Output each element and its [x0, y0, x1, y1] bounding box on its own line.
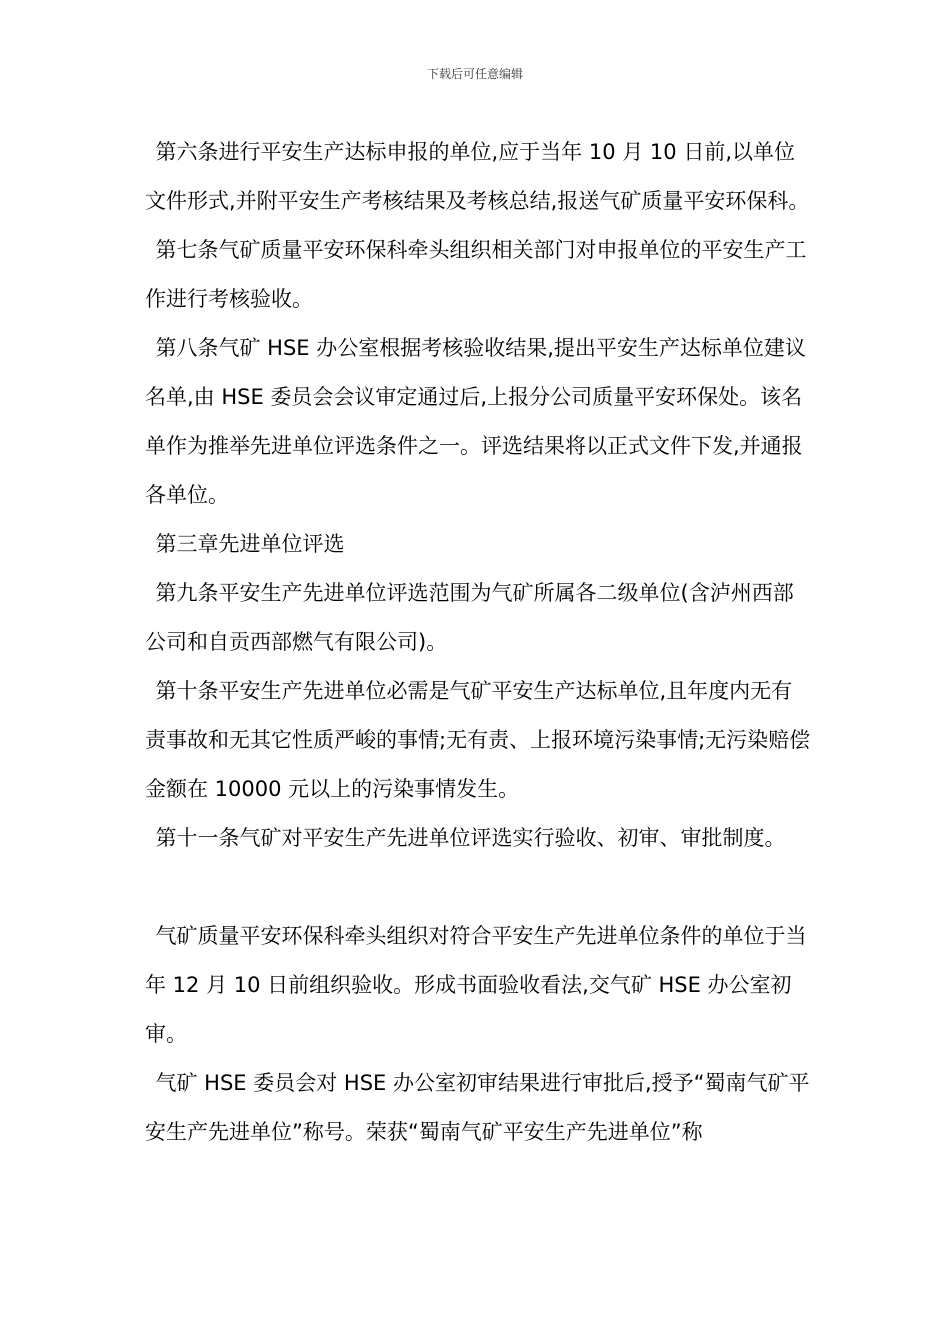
- approval-paragraph: 气矿 HSE 委员会对 HSE 办公室初审结果进行审批后,授予“蜀南气矿平安生产先进单位”称号。荣获“蜀南气矿平安生产先进单位”称: [145, 1071, 810, 1144]
- article-10-paragraph: 第十条平安生产先进单位必需是气矿平安生产达标单位,且年度内无有责事故和无其它性质严峻的事情;无有责、上报环境污染事情;无污染赔偿金额在 10000 元以上的污染事情发生。: [145, 679, 811, 801]
- document-body: [145, 128, 813, 1157]
- article-8-paragraph: 第八条气矿 HSE 办公室根据考核验收结果,提出平安生产达标单位建议名单,由 HSE 委员会会议审定通过后,上报分公司质量平安环保处。该名单作为推举先进单位评选条件之一。评选结果将以正式文件下发,并通报各单位。: [145, 336, 806, 507]
- article-9-paragraph: 第九条平安生产先进单位评选范围为气矿所属各二级单位(含泸州西部公司和自贡西部燃气有限公司)。: [145, 581, 794, 654]
- article-6-paragraph: 第六条进行平安生产达标申报的单位,应于当年 10 月 10 日前,以单位文件形式,并附平安生产考核结果及考核总结,报送气矿质量平安环保科。: [145, 140, 810, 213]
- page-header-note: 下载后可任意编辑: [426, 67, 523, 81]
- article-7-paragraph: 第七条气矿质量平安环保科牵头组织相关部门对申报单位的平安生产工作进行考核验收。: [145, 238, 807, 311]
- acceptance-paragraph: 气矿质量平安环保科牵头组织对符合平安生产先进单位条件的单位于当年 12 月 10 日前组织验收。形成书面验收看法,交气矿 HSE 办公室初审。: [145, 924, 807, 1046]
- chapter-3-heading: 第三章先进单位评选: [155, 532, 345, 556]
- article-11-paragraph: 第十一条气矿对平安生产先进单位评选实行验收、初审、审批制度。: [155, 826, 786, 850]
- paragraph-gap: [145, 863, 813, 912]
